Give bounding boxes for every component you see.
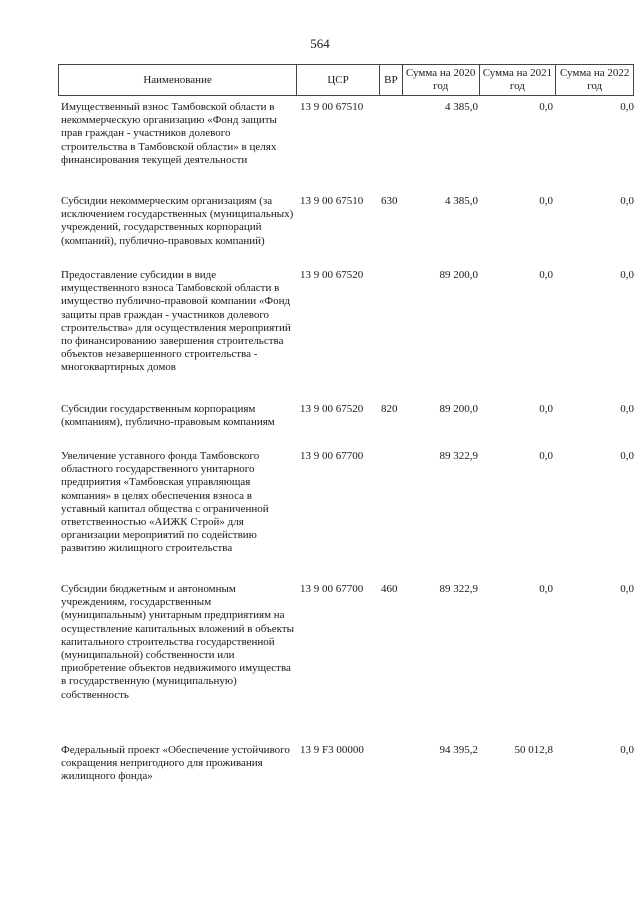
row-sum-2022: 0,0: [620, 403, 634, 415]
row-sum-2020: 89 200,0: [439, 403, 478, 415]
row-vr: 820: [381, 403, 398, 415]
header-csr: ЦСР: [297, 65, 380, 95]
row-sum-2021: 50 012,8: [514, 744, 553, 756]
row-csr: 13 9 00 67510: [300, 101, 364, 113]
row-sum-2021: 0,0: [539, 269, 553, 281]
row-sum-2020: 89 200,0: [439, 269, 478, 281]
page-number: 564: [310, 36, 330, 51]
row-csr: 13 9 00 67520: [300, 403, 364, 415]
row-sum-2022: 0,0: [620, 583, 634, 595]
row-sum-2021: 0,0: [539, 101, 553, 113]
row-csr: 13 9 00 67520: [300, 269, 364, 281]
row-csr: 13 9 F3 00000: [300, 744, 364, 756]
row-sum-2021: 0,0: [539, 450, 553, 462]
row-name: Увеличение уставного фонда Тамбовского областного государственного унитарного предприятия «Тамбовская управляющая компания» в целях обеспечения взноса в уставный капитал общества с ограниченной ответственностью «АИЖК Строй» для организации мероприятий по содействию развитию жилищного строительства: [61, 450, 269, 555]
row-name: Субсидии бюджетным и автономным учреждениям, государственным (муниципальным) унитарным предприятиям на осуществление капитальных вложений в объекты капитального строительства государственной (муниципальной) собственности или приобретение объектов недвижимого имущества в государственную (муниципальную) собственность: [61, 583, 295, 701]
row-sum-2021: 0,0: [539, 403, 553, 415]
row-sum-2022: 0,0: [620, 195, 634, 207]
row-sum-2020: 89 322,9: [439, 583, 478, 595]
row-name: Имущественный взнос Тамбовской области в некоммерческую организацию «Фонд защиты прав граждан - участников долевого строительства в Тамбовской области» в целях финансирования текущей деятельности: [61, 101, 277, 166]
row-name: Федеральный проект «Обеспечение устойчивого сокращения непригодного для проживания жилищного фонда»: [61, 744, 290, 783]
header-sum-2021: Сумма на 2021 год: [480, 65, 557, 95]
header-sum-2022: Сумма на 2022 год: [559, 67, 630, 92]
row-name: Субсидии некоммерческим организациям (за исключением государственных (муниципальных) учреждений, государственных корпораций (компаний), публично-правовых компаний): [61, 195, 294, 247]
row-sum-2022: 0,0: [620, 450, 634, 462]
row-sum-2022: 0,0: [620, 269, 634, 281]
row-sum-2021: 0,0: [539, 583, 553, 595]
row-sum-2022: 0,0: [620, 744, 634, 756]
row-name: Предоставление субсидии в виде имущественного взноса Тамбовской области в имущество публично-правовой компании «Фонд защиты прав граждан - участников долевого строительства» для осуществления мероприятий по финансированию завершения строительства объектов незавершенного строительства - многоквартирных домов: [61, 269, 291, 374]
header-name: Наименование: [59, 65, 297, 95]
row-sum-2020: 94 395,2: [439, 744, 478, 756]
row-csr: 13 9 00 67510: [300, 195, 364, 207]
row-csr: 13 9 00 67700: [300, 450, 364, 462]
row-sum-2020: 89 322,9: [439, 450, 478, 462]
row-name: Субсидии государственным корпорациям (компаниям), публично-правовым компаниям: [61, 403, 275, 429]
row-sum-2021: 0,0: [539, 195, 553, 207]
row-vr: 630: [381, 195, 398, 207]
row-sum-2020: 4 385,0: [445, 195, 478, 207]
header-sum-2020: Сумма на 2020 год: [403, 65, 480, 95]
row-csr: 13 9 00 67700: [300, 583, 364, 595]
header-vr: ВР: [380, 65, 403, 95]
table-header: [58, 64, 634, 96]
row-sum-2022: 0,0: [620, 101, 634, 113]
row-sum-2020: 4 385,0: [445, 101, 478, 113]
row-vr: 460: [381, 583, 398, 595]
